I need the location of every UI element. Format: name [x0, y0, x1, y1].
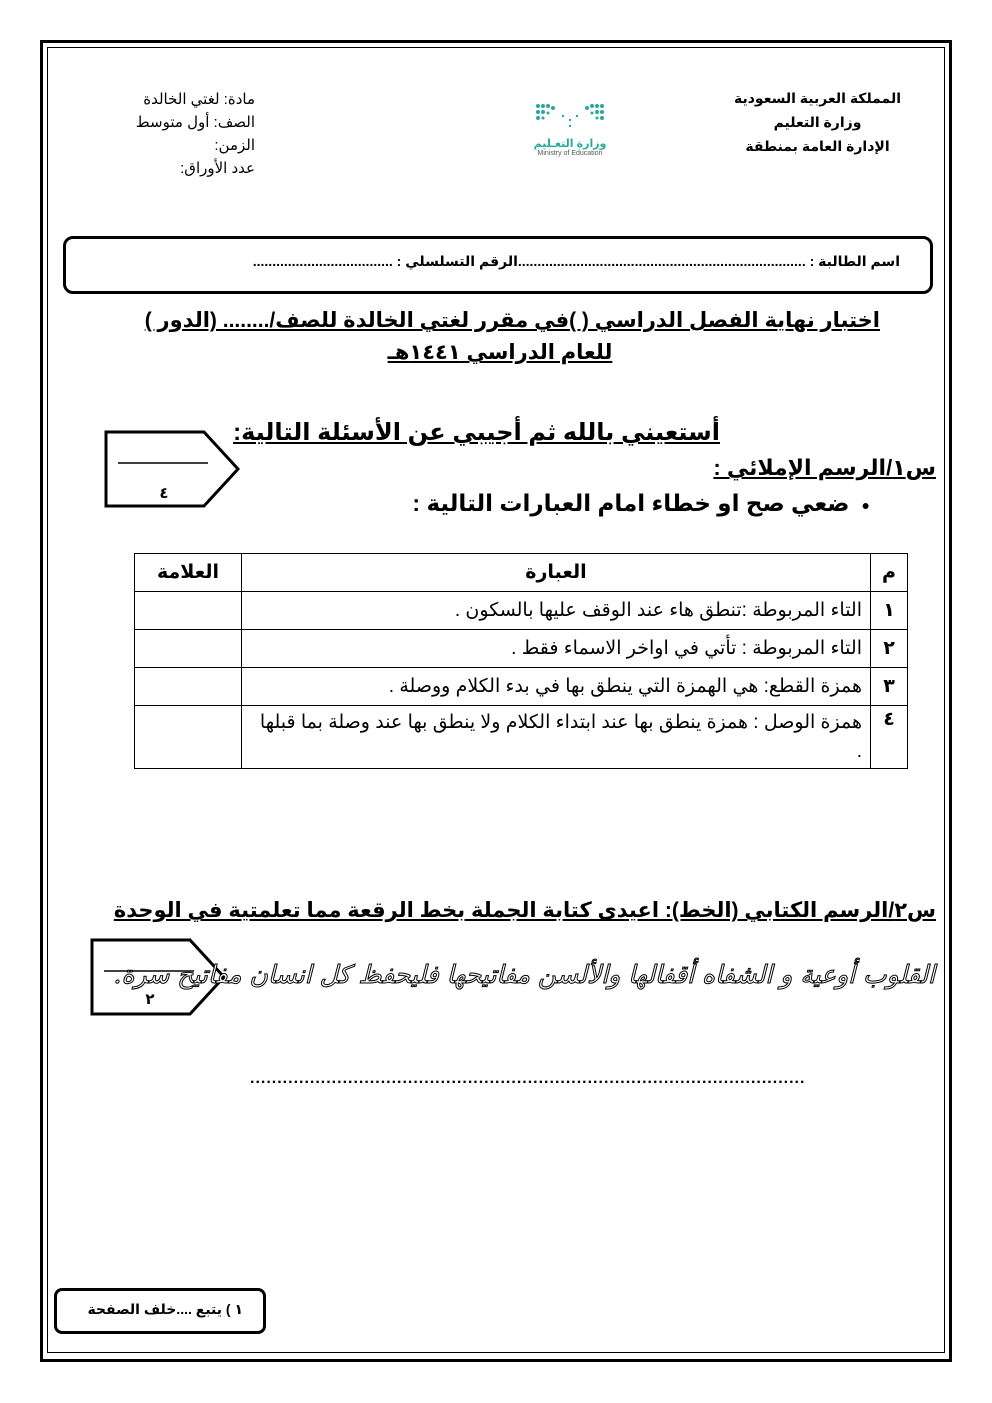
pages-count-label: عدد الأوراق:: [180, 160, 255, 177]
exam-year: [300, 340, 700, 365]
q1-title: س١/الرسم الإملائي :: [713, 455, 936, 480]
row-mark-cell[interactable]: [135, 630, 242, 668]
row-number: ١: [871, 592, 908, 630]
header-institution: [720, 86, 915, 158]
directorate-label: الإدارة العامة بمنطقة: [745, 138, 890, 154]
logo-dots-icon: [530, 100, 610, 130]
row-mark-cell[interactable]: [135, 668, 242, 706]
exam-year-text: للعام الدراسي ١٤٤١هـ: [387, 341, 613, 364]
true-false-table: [134, 553, 908, 769]
row-statement: التاء المربوطة : تأتي في اواخر الاسماء فقط .: [242, 630, 871, 668]
student-info-box[interactable]: [63, 236, 933, 294]
answer-line[interactable]: ......................................................................................................: [250, 1070, 806, 1087]
grade-label: الصف: أول متوسط: [135, 114, 255, 131]
bullet-icon: ●: [861, 496, 870, 513]
ruqaa-sentence: القلوب أوعية و الشفاه أقفالها والألسن مفاتيحها فليحفظ كل انسان مفاتيح سرة.: [113, 960, 935, 989]
q1-instruction-text: ضعي صح او خطاء امام العبارات التالية :: [412, 490, 850, 516]
page-footer-box: [54, 1288, 266, 1334]
row-mark-cell[interactable]: [135, 706, 242, 769]
table-row: [135, 630, 908, 668]
row-number: ٢: [871, 630, 908, 668]
row-number: ٣: [871, 668, 908, 706]
q2-score: ٢: [145, 991, 155, 1008]
col-header-statement: العبارة: [242, 554, 871, 592]
ministry-label: وزارة التعليم: [773, 114, 862, 130]
row-statement: همزة الوصل : همزة ينطق بها عند ابتداء الكلام ولا ينطق بها عند وصلة بما قبلها .: [242, 706, 871, 769]
table-row: [135, 668, 908, 706]
student-name-serial-field[interactable]: اسم الطالبة : ..........................................................................الرقم التسلسلي : ....................................: [252, 253, 900, 269]
logo-arabic-text: وزارة التعـليم: [533, 138, 607, 150]
exam-title: اختبار نهاية الفصل الدراسي ( )في مقرر لغتي الخالدة للصف/........ (الدور ): [144, 309, 880, 332]
q2-title: س٢/الرسم الكتابي (الخط): اعيدى كتابة الجملة بخط الرقعة مما تعلمتية في الوحدة: [113, 899, 936, 922]
time-label: الزمن:: [214, 137, 255, 154]
table-header-row: [135, 554, 908, 592]
country-label: المملكة العربية السعودية: [734, 90, 901, 106]
q1-instruction: [412, 490, 870, 517]
q1-score: ٤: [159, 485, 169, 502]
subject-label: مادة: لغتي الخالدة: [143, 91, 255, 108]
row-mark-cell[interactable]: [135, 592, 242, 630]
row-number: ٤: [871, 706, 908, 769]
ministry-logo: [510, 100, 630, 170]
row-statement: التاء المربوطة :تنطق هاء عند الوقف عليها بالسكون .: [242, 592, 871, 630]
row-statement: همزة القطع: هي الهمزة التي ينطق بها في بدء الكلام ووصلة .: [242, 668, 871, 706]
col-header-number: م: [871, 554, 908, 592]
table-row: [135, 592, 908, 630]
table-row: [135, 706, 908, 769]
header-exam-info: [100, 88, 255, 180]
continue-note: ١ ) يتبع ....خلف الصفحة: [87, 1301, 243, 1317]
logo-english-text: Ministry of Education: [537, 150, 603, 157]
col-header-mark: العلامة: [135, 554, 242, 592]
intro-instruction: أستعيني بالله ثم أجيبي عن الأسئلة التالية:: [233, 419, 720, 446]
